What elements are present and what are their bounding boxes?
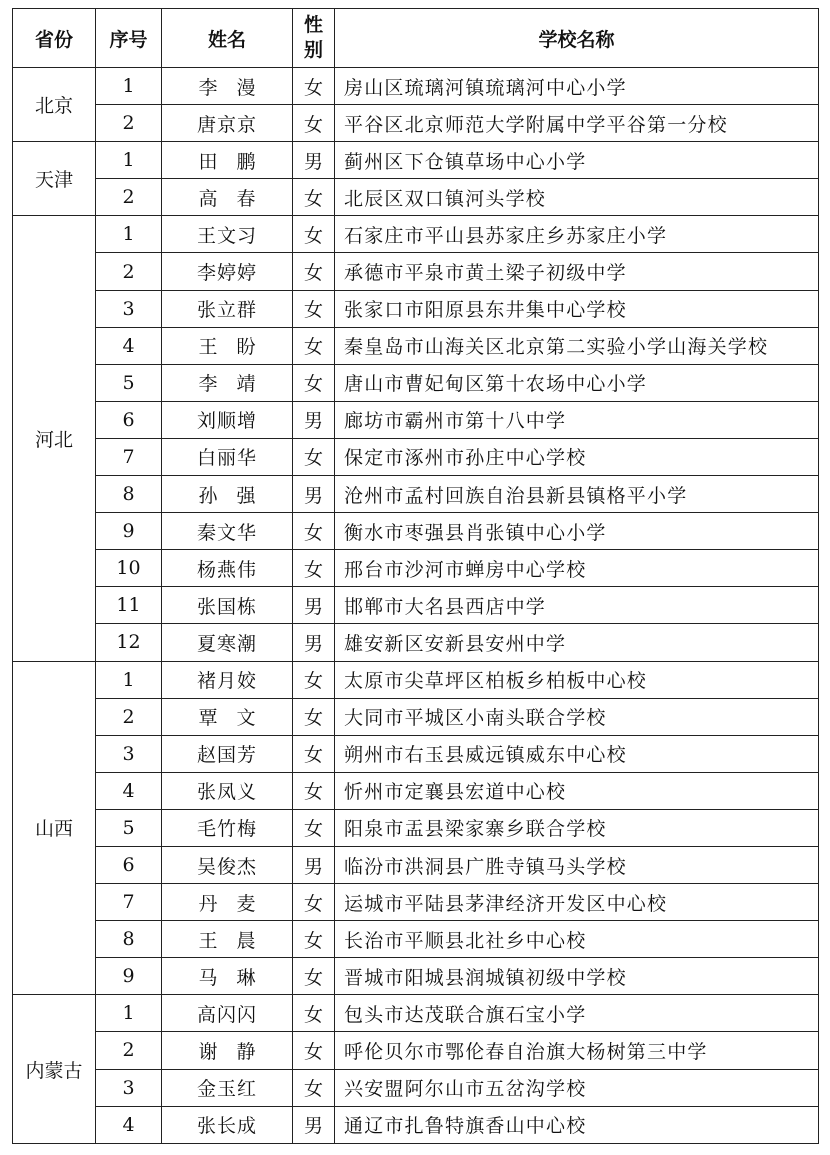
name-cell: 唐京京 xyxy=(162,105,293,142)
gender-cell: 女 xyxy=(293,438,335,475)
gender-cell: 男 xyxy=(293,476,335,513)
number-cell: 1 xyxy=(96,216,162,253)
name-cell: 田鹏 xyxy=(162,142,293,179)
school-cell: 太原市尖草坪区柏板乡柏板中心校 xyxy=(335,661,819,698)
table-row xyxy=(13,958,819,995)
number-cell: 2 xyxy=(96,105,162,142)
school-cell: 忻州市定襄县宏道中心校 xyxy=(335,772,819,809)
province-cell: 山西 xyxy=(13,661,96,995)
name-cell: 秦文华 xyxy=(162,513,293,550)
school-cell: 通辽市扎鲁特旗香山中心校 xyxy=(335,1106,819,1143)
gender-cell: 男 xyxy=(293,142,335,179)
number-cell: 9 xyxy=(96,513,162,550)
number-cell: 7 xyxy=(96,884,162,921)
header-province: 省份 xyxy=(13,9,96,68)
header-number: 序号 xyxy=(96,9,162,68)
school-cell: 北辰区双口镇河头学校 xyxy=(335,179,819,216)
header-school: 学校名称 xyxy=(335,9,819,68)
gender-cell: 女 xyxy=(293,216,335,253)
province-cell: 天津 xyxy=(13,142,96,216)
gender-cell: 女 xyxy=(293,253,335,290)
table-row xyxy=(13,513,819,550)
gender-cell: 女 xyxy=(293,105,335,142)
name-cell: 王晨 xyxy=(162,921,293,958)
name-cell: 白丽华 xyxy=(162,438,293,475)
name-cell: 谢静 xyxy=(162,1032,293,1069)
table-row xyxy=(13,68,819,105)
name-cell: 孙强 xyxy=(162,476,293,513)
gender-cell: 女 xyxy=(293,884,335,921)
school-cell: 邯郸市大名县西店中学 xyxy=(335,587,819,624)
school-cell: 长治市平顺县北社乡中心校 xyxy=(335,921,819,958)
province-cell: 河北 xyxy=(13,216,96,661)
school-cell: 平谷区北京师范大学附属中学平谷第一分校 xyxy=(335,105,819,142)
document-page xyxy=(12,8,819,1144)
table-row xyxy=(13,735,819,772)
school-cell: 邢台市沙河市蝉房中心学校 xyxy=(335,550,819,587)
number-cell: 2 xyxy=(96,179,162,216)
header-name: 姓名 xyxy=(162,9,293,68)
number-cell: 4 xyxy=(96,772,162,809)
number-cell: 12 xyxy=(96,624,162,661)
gender-cell: 男 xyxy=(293,624,335,661)
name-cell: 杨燕伟 xyxy=(162,550,293,587)
gender-cell: 女 xyxy=(293,1032,335,1069)
gender-cell: 男 xyxy=(293,1106,335,1143)
table-row xyxy=(13,216,819,253)
gender-cell: 女 xyxy=(293,327,335,364)
gender-cell: 女 xyxy=(293,290,335,327)
gender-cell: 女 xyxy=(293,921,335,958)
gender-cell: 女 xyxy=(293,809,335,846)
number-cell: 1 xyxy=(96,142,162,179)
number-cell: 11 xyxy=(96,587,162,624)
number-cell: 7 xyxy=(96,438,162,475)
header-row xyxy=(13,9,819,68)
school-cell: 秦皇岛市山海关区北京第二实验小学山海关学校 xyxy=(335,327,819,364)
table-row xyxy=(13,809,819,846)
table-row xyxy=(13,921,819,958)
name-cell: 李靖 xyxy=(162,364,293,401)
name-cell: 张立群 xyxy=(162,290,293,327)
number-cell: 5 xyxy=(96,809,162,846)
table-row xyxy=(13,587,819,624)
name-cell: 夏寒潮 xyxy=(162,624,293,661)
table-row xyxy=(13,105,819,142)
number-cell: 1 xyxy=(96,995,162,1032)
name-cell: 吴俊杰 xyxy=(162,846,293,883)
name-cell: 褚月姣 xyxy=(162,661,293,698)
number-cell: 6 xyxy=(96,846,162,883)
header-gender xyxy=(293,9,335,68)
province-cell: 北京 xyxy=(13,68,96,142)
school-cell: 运城市平陆县茅津经济开发区中心校 xyxy=(335,884,819,921)
school-cell: 唐山市曹妃甸区第十农场中心小学 xyxy=(335,364,819,401)
name-cell: 马琳 xyxy=(162,958,293,995)
name-cell: 张长成 xyxy=(162,1106,293,1143)
table-row xyxy=(13,142,819,179)
gender-cell: 男 xyxy=(293,401,335,438)
number-cell: 3 xyxy=(96,1069,162,1106)
header-gender-line1: 性 xyxy=(303,14,323,36)
table-row xyxy=(13,698,819,735)
gender-cell: 女 xyxy=(293,772,335,809)
table-header xyxy=(13,9,819,68)
table-row xyxy=(13,253,819,290)
school-cell: 朔州市右玉县威远镇威东中心校 xyxy=(335,735,819,772)
school-cell: 大同市平城区小南头联合学校 xyxy=(335,698,819,735)
table-row xyxy=(13,772,819,809)
number-cell: 4 xyxy=(96,1106,162,1143)
name-cell: 赵国芳 xyxy=(162,735,293,772)
table-row xyxy=(13,995,819,1032)
number-cell: 5 xyxy=(96,364,162,401)
number-cell: 2 xyxy=(96,698,162,735)
table-row xyxy=(13,290,819,327)
number-cell: 1 xyxy=(96,68,162,105)
table-row xyxy=(13,550,819,587)
table-row xyxy=(13,624,819,661)
table-row xyxy=(13,661,819,698)
gender-cell: 女 xyxy=(293,735,335,772)
school-cell: 保定市涿州市孙庄中心学校 xyxy=(335,438,819,475)
table-row xyxy=(13,1106,819,1143)
table-body xyxy=(13,68,819,1144)
name-cell: 王文习 xyxy=(162,216,293,253)
school-cell: 房山区琉璃河镇琉璃河中心小学 xyxy=(335,68,819,105)
gender-cell: 女 xyxy=(293,550,335,587)
name-cell: 高闪闪 xyxy=(162,995,293,1032)
number-cell: 2 xyxy=(96,1032,162,1069)
table-row xyxy=(13,884,819,921)
name-cell: 张国栋 xyxy=(162,587,293,624)
school-cell: 兴安盟阿尔山市五岔沟学校 xyxy=(335,1069,819,1106)
name-cell: 王盼 xyxy=(162,327,293,364)
name-cell: 金玉红 xyxy=(162,1069,293,1106)
table-row xyxy=(13,438,819,475)
number-cell: 8 xyxy=(96,476,162,513)
school-cell: 晋城市阳城县润城镇初级中学校 xyxy=(335,958,819,995)
number-cell: 10 xyxy=(96,550,162,587)
gender-cell: 女 xyxy=(293,68,335,105)
table-row xyxy=(13,179,819,216)
number-cell: 1 xyxy=(96,661,162,698)
name-cell: 毛竹梅 xyxy=(162,809,293,846)
name-cell: 刘顺增 xyxy=(162,401,293,438)
name-cell: 丹麦 xyxy=(162,884,293,921)
school-cell: 包头市达茂联合旗石宝小学 xyxy=(335,995,819,1032)
table-row xyxy=(13,476,819,513)
school-cell: 呼伦贝尔市鄂伦春自治旗大杨树第三中学 xyxy=(335,1032,819,1069)
school-cell: 临汾市洪洞县广胜寺镇马头学校 xyxy=(335,846,819,883)
school-cell: 张家口市阳原县东井集中心学校 xyxy=(335,290,819,327)
gender-cell: 女 xyxy=(293,513,335,550)
number-cell: 6 xyxy=(96,401,162,438)
table-row xyxy=(13,1069,819,1106)
name-cell: 高春 xyxy=(162,179,293,216)
gender-cell: 女 xyxy=(293,661,335,698)
number-cell: 2 xyxy=(96,253,162,290)
number-cell: 3 xyxy=(96,290,162,327)
gender-cell: 女 xyxy=(293,995,335,1032)
gender-cell: 男 xyxy=(293,587,335,624)
teacher-list-table xyxy=(12,8,819,1144)
name-cell: 张凤义 xyxy=(162,772,293,809)
school-cell: 承德市平泉市黄土梁子初级中学 xyxy=(335,253,819,290)
school-cell: 石家庄市平山县苏家庄乡苏家庄小学 xyxy=(335,216,819,253)
table-row xyxy=(13,327,819,364)
header-gender-line2: 别 xyxy=(303,39,323,61)
table-row xyxy=(13,364,819,401)
gender-cell: 女 xyxy=(293,698,335,735)
table-row xyxy=(13,401,819,438)
name-cell: 覃文 xyxy=(162,698,293,735)
province-cell: 内蒙古 xyxy=(13,995,96,1143)
gender-cell: 女 xyxy=(293,364,335,401)
table-row xyxy=(13,1032,819,1069)
gender-cell: 男 xyxy=(293,846,335,883)
number-cell: 8 xyxy=(96,921,162,958)
name-cell: 李婷婷 xyxy=(162,253,293,290)
school-cell: 衡水市枣强县肖张镇中心小学 xyxy=(335,513,819,550)
name-cell: 李漫 xyxy=(162,68,293,105)
gender-cell: 女 xyxy=(293,958,335,995)
number-cell: 9 xyxy=(96,958,162,995)
number-cell: 3 xyxy=(96,735,162,772)
school-cell: 蓟州区下仓镇草场中心小学 xyxy=(335,142,819,179)
gender-cell: 女 xyxy=(293,1069,335,1106)
school-cell: 廊坊市霸州市第十八中学 xyxy=(335,401,819,438)
school-cell: 阳泉市盂县梁家寨乡联合学校 xyxy=(335,809,819,846)
number-cell: 4 xyxy=(96,327,162,364)
school-cell: 沧州市孟村回族自治县新县镇格平小学 xyxy=(335,476,819,513)
school-cell: 雄安新区安新县安州中学 xyxy=(335,624,819,661)
gender-cell: 女 xyxy=(293,179,335,216)
table-row xyxy=(13,846,819,883)
